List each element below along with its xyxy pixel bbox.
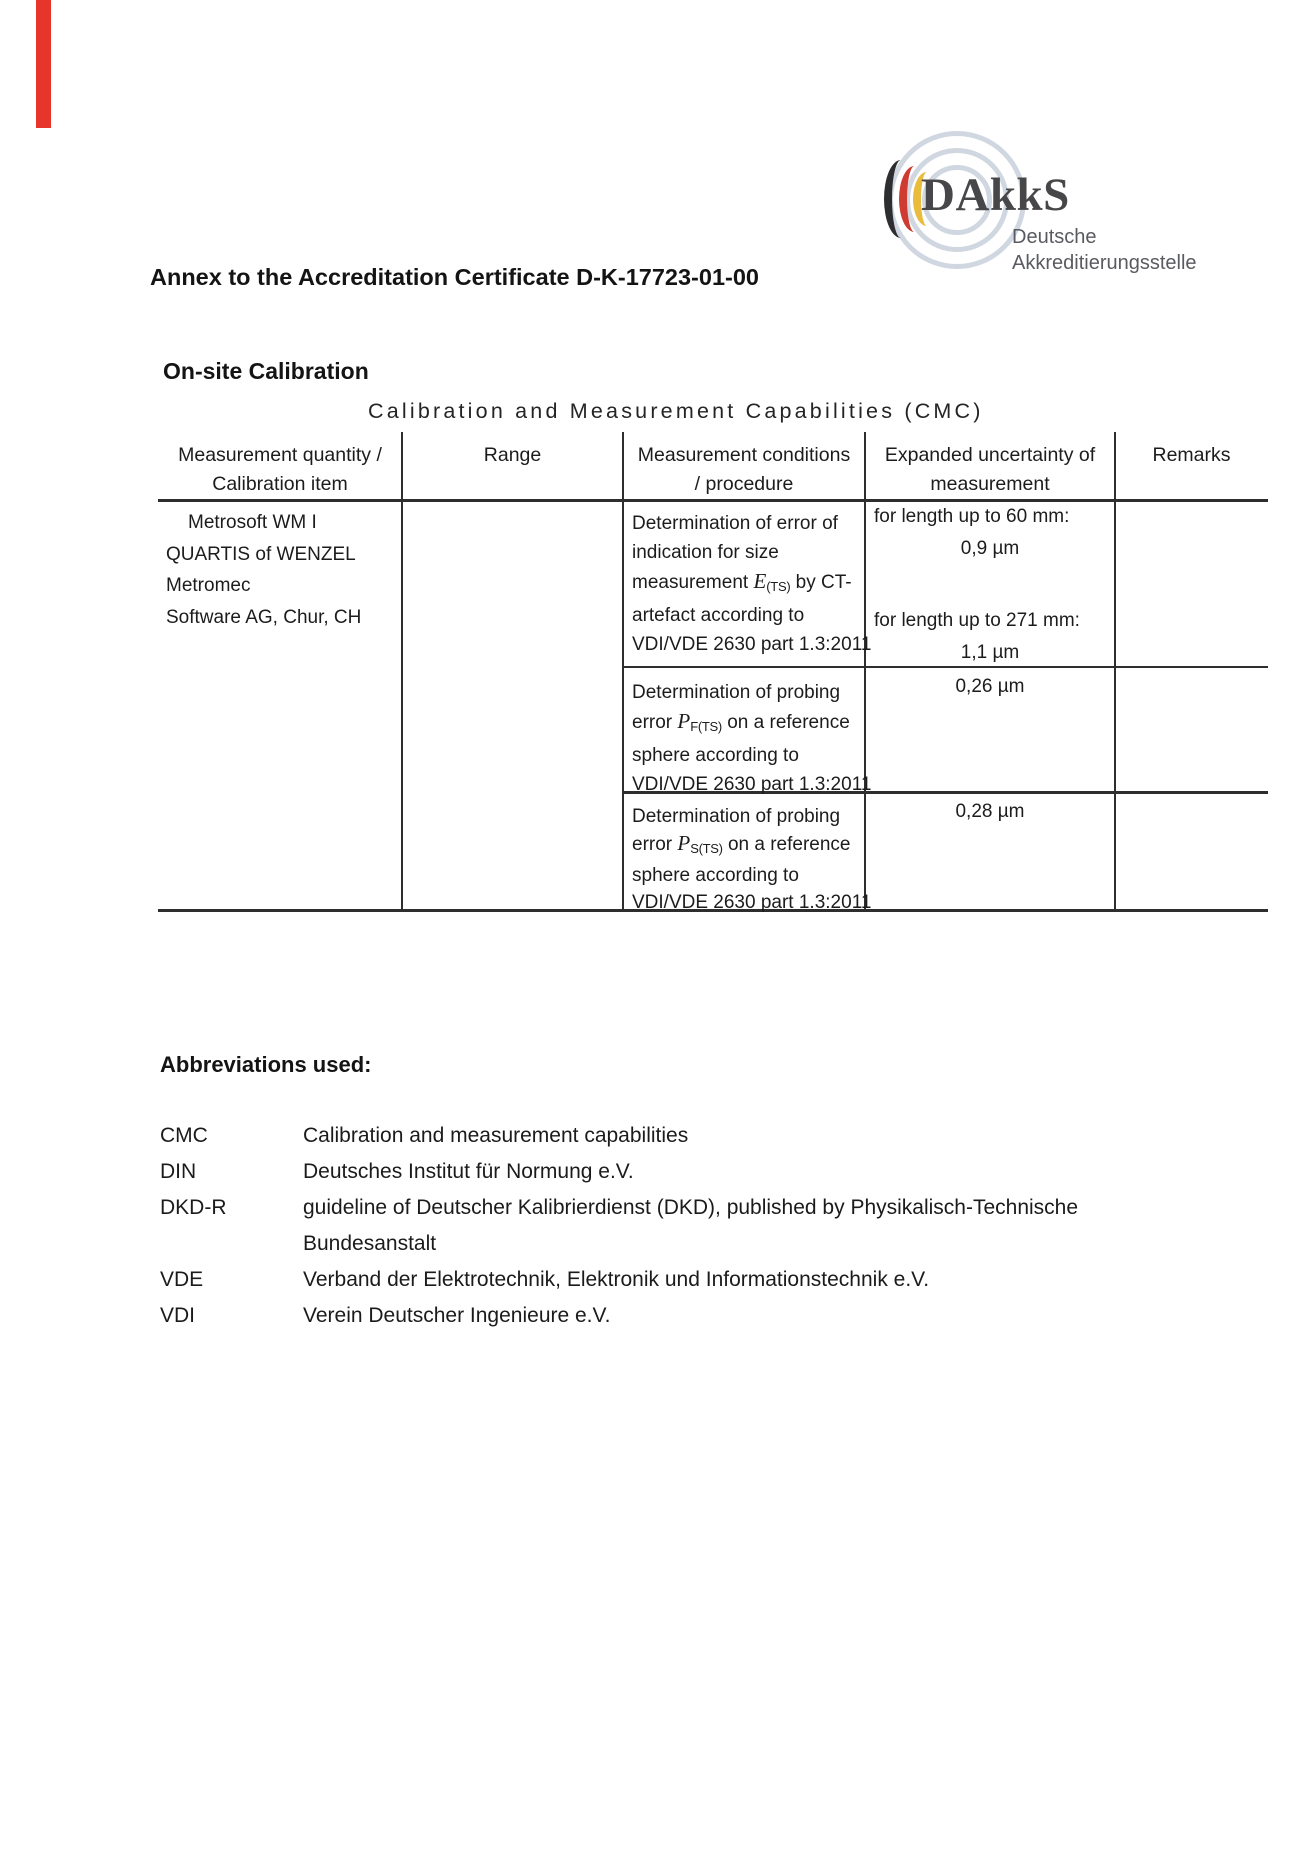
procedure-2-line1: Determination of probing <box>632 682 841 703</box>
header-cell-quantity: Measurement quantity / Calibration item <box>178 444 382 495</box>
procedure-2-sym-post: on a reference <box>721 712 850 733</box>
column-divider-4 <box>1114 432 1116 912</box>
uncertainty-1-value-1: 0,9 µm <box>960 538 1020 559</box>
abbreviation-definition: guideline of Deutscher Kalibrierdienst (DKD), published by Physikalisch-Technische Bundesanstalt <box>303 1196 1079 1255</box>
header-cell-conditions: Measurement conditions / procedure <box>637 444 851 495</box>
uncertainty-2-value: 0,26 µm <box>955 676 1025 697</box>
header-cell-uncertainty: Expanded uncertainty of measurement <box>884 444 1096 495</box>
abbreviation-term: VDI <box>160 1304 196 1327</box>
procedure-1-sym-post: by CT- <box>790 572 852 593</box>
row-separator-1 <box>622 666 1268 668</box>
abbreviation-row <box>160 1298 1220 1334</box>
procedure-1-symbol-line <box>632 567 872 601</box>
header-underline <box>158 499 1268 502</box>
abbreviation-definition: Calibration and measurement capabilities <box>303 1124 689 1147</box>
abbreviation-definition: Verband der Elektrotechnik, Elektronik und Informationstechnik e.V. <box>303 1268 930 1291</box>
procedure-1-lines-a: Determination of error of indication for size <box>632 513 838 563</box>
section-heading: On-site Calibration <box>163 358 369 384</box>
abbreviation-term: CMC <box>160 1124 208 1147</box>
page-title: Annex to the Accreditation Certificate D-K-17723-01-00 <box>150 264 759 290</box>
procedure-1-lines-b: artefact according to VDI/VDE 2630 part 1.3:2011 <box>632 605 872 655</box>
procedure-2-symbol-line <box>632 707 872 741</box>
procedure-2-subscript: F(TS) <box>690 719 722 734</box>
procedure-1-subscript: (TS) <box>766 579 791 594</box>
procedure-3-sym-pre: error <box>632 834 678 855</box>
red-corner-mark <box>36 0 51 128</box>
procedure-3-lines-b: sphere according to VDI/VDE 2630 part 1.3:2011 <box>632 865 872 913</box>
cell-procedure-2 <box>632 678 872 799</box>
cell-calibration-item <box>166 507 394 633</box>
calibration-item-rest: QUARTIS of WENZEL Metromec Software AG, Chur, CH <box>166 543 362 628</box>
procedure-1-sym-pre: measurement <box>632 572 754 593</box>
abbreviations-list <box>160 1118 1220 1334</box>
abbreviation-term: DKD-R <box>160 1196 227 1219</box>
abbreviation-row <box>160 1118 1220 1154</box>
abbreviation-row <box>160 1262 1220 1298</box>
cell-procedure-3 <box>632 803 872 916</box>
uncertainty-1-condition-2: for length up to 271 mm: <box>874 610 1080 631</box>
abbreviation-term: DIN <box>160 1160 197 1183</box>
abbreviation-row <box>160 1190 1220 1262</box>
procedure-2-symbol: P <box>677 709 691 733</box>
procedure-3-sym-post: on a reference <box>722 834 851 855</box>
procedure-3-symbol: P <box>677 831 691 855</box>
header-cell-remarks: Remarks <box>1152 444 1231 466</box>
column-divider-1 <box>401 432 403 912</box>
uncertainty-1-value-2: 1,1 µm <box>960 642 1020 663</box>
procedure-2-sym-pre: error <box>632 712 678 733</box>
procedure-3-subscript: S(TS) <box>690 841 723 856</box>
logo-wordmark: DAkkS <box>921 169 1070 221</box>
logo-subtitle-line1: Deutsche <box>1012 226 1097 248</box>
column-divider-2 <box>622 432 624 912</box>
abbreviation-definition: Deutsches Institut für Normung e.V. <box>303 1160 634 1183</box>
abbreviation-term: VDE <box>160 1268 204 1291</box>
procedure-1-symbol: E <box>753 569 767 593</box>
procedure-3-symbol-line <box>632 830 872 862</box>
uncertainty-1-condition-1: for length up to 60 mm: <box>874 506 1070 527</box>
abbreviation-definition: Verein Deutscher Ingenieure e.V. <box>303 1304 611 1327</box>
header-cell-range: Range <box>483 444 542 466</box>
procedure-3-line1: Determination of probing <box>632 806 841 827</box>
table-title: Calibration and Measurement Capabilities (CMC) <box>368 399 984 423</box>
procedure-2-lines-b: sphere according to VDI/VDE 2630 part 1.3:2011 <box>632 745 872 795</box>
cell-procedure-1 <box>632 509 872 659</box>
abbreviation-row <box>160 1154 1220 1190</box>
uncertainty-3-value: 0,28 µm <box>955 801 1025 822</box>
abbreviations-heading: Abbreviations used: <box>160 1052 372 1077</box>
logo-subtitle-line2: Akkreditierungsstelle <box>1012 252 1197 274</box>
calibration-item-line1: Metrosoft WM I <box>188 512 317 533</box>
